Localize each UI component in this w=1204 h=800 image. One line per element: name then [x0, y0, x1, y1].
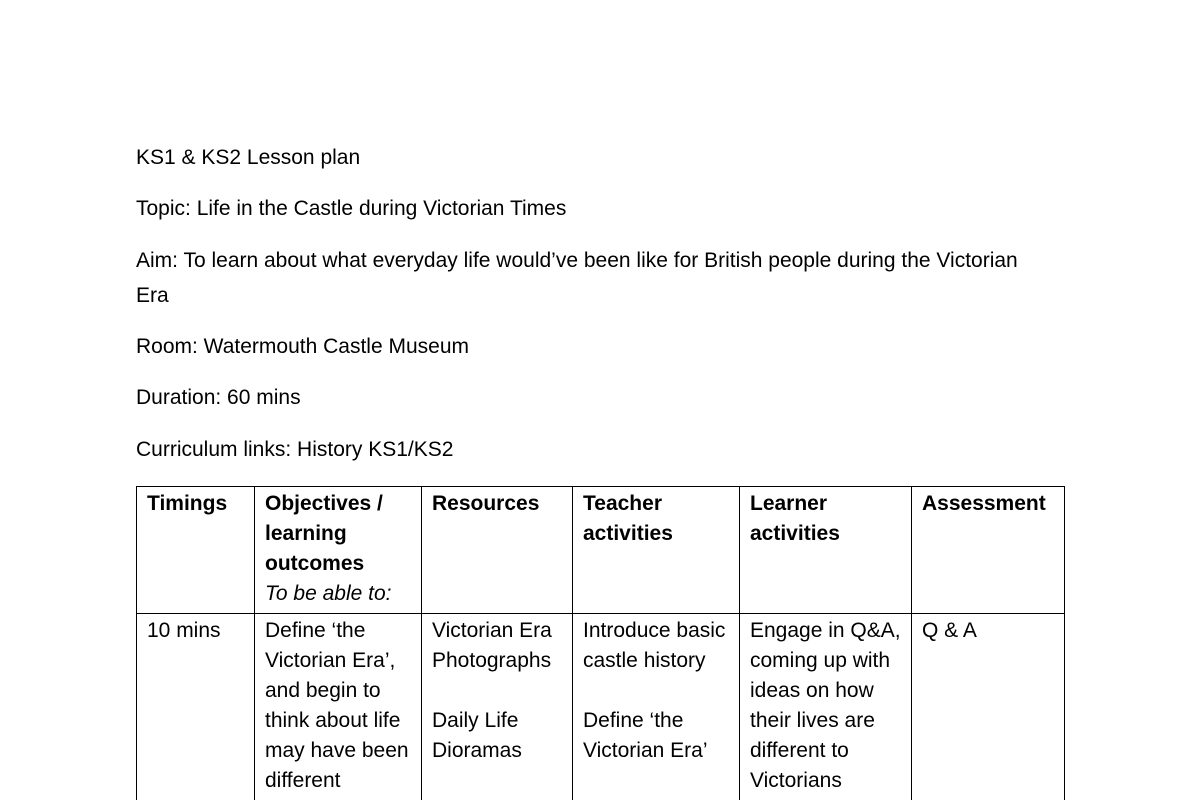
room-line: Room: Watermouth Castle Museum	[136, 335, 469, 358]
table-header-row	[137, 487, 1065, 614]
cell-assessment: Q & A	[912, 614, 1065, 800]
header-assessment: Assessment	[912, 487, 1065, 614]
duration-line: Duration: 60 mins	[136, 386, 301, 409]
topic-line: Topic: Life in the Castle during Victorian Times	[136, 197, 567, 220]
lesson-plan-table	[136, 486, 1065, 800]
teacher-activity-item: Define ‘the Victorian Era’	[583, 709, 708, 762]
document-title: KS1 & KS2 Lesson plan	[136, 146, 361, 169]
header-objectives: Objectives / learning outcomes To be able to:	[255, 487, 422, 614]
cell-teacher-activities	[573, 614, 740, 800]
teacher-activity-item: Introduce basic castle history	[583, 619, 726, 672]
cell-timings: 10 mins	[137, 614, 255, 800]
resource-item: Victorian Era Photographs	[432, 619, 552, 672]
header-teacher-activities: Teacher activities	[573, 487, 740, 614]
header-objectives-subtitle: To be able to:	[265, 582, 392, 605]
cell-resources	[422, 614, 573, 800]
header-resources: Resources	[422, 487, 573, 614]
table-row	[137, 614, 1065, 800]
cell-learner-activities: Engage in Q&A, coming up with ideas on how their lives are different to Victorians	[740, 614, 912, 800]
cell-objectives: Define ‘the Victorian Era’, and begin to think about life may have been different	[255, 614, 422, 800]
resource-item: Daily Life Dioramas	[432, 709, 522, 762]
aim-line: Aim: To learn about what everyday life would’ve been like for British people during the Victorian Era	[136, 249, 1018, 307]
curriculum-line: Curriculum links: History KS1/KS2	[136, 438, 454, 461]
header-learner-activities: Learner activities	[740, 487, 912, 614]
header-timings: Timings	[137, 487, 255, 614]
